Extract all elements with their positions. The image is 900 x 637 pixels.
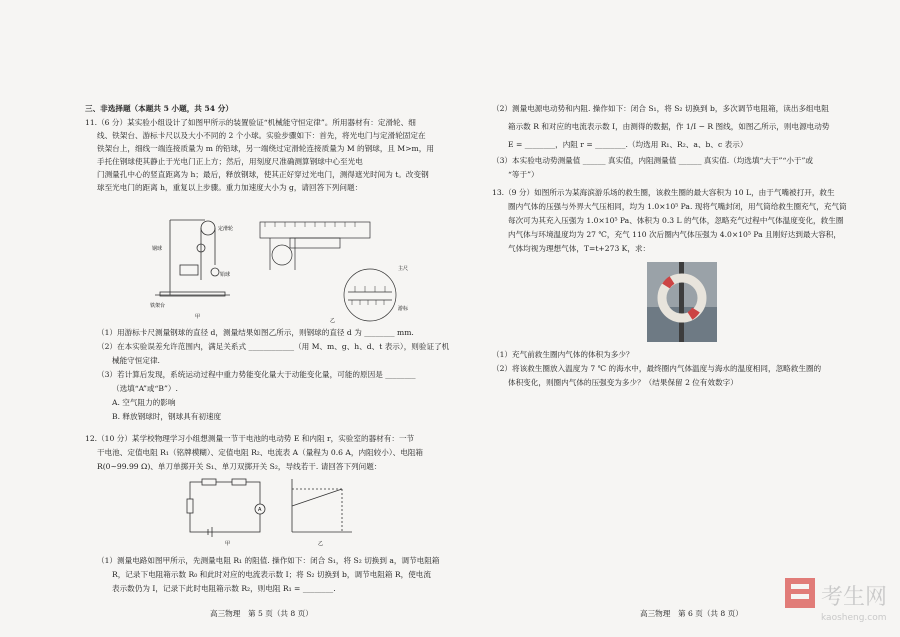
q11-caliper-figure <box>250 210 415 325</box>
q11-sub: （选填“A”或“B”）. <box>112 384 178 393</box>
q12-sub: （1）测量电路如图甲所示，先测量电阻 R₁ 的阻值. 操作如下：闭合 S₁，将 S₂ 切换到 a，调节电阻箱 <box>97 556 440 565</box>
q12-cont: （3）本实验电动势测量值 ______ 真实值，内阻测量值 ______ 真实值.（均选填“大于”“小于”或 <box>492 156 813 165</box>
q11-sub: （1）用游标卡尺测量钢球的直径 d，测量结果如图乙所示，则钢球的直径 d 为 ________ mm. <box>97 328 414 337</box>
q13-line: 内气体与环境温度均为 27 ℃，充气 110 次后圈内气体压强为 4.0×10⁵ Pa 且刚好达到最大容积， <box>508 230 841 239</box>
q12-line: R(0~99.99 Ω)、单刀单掷开关 S₁、单刀双掷开关 S₂，导线若干. 请回答下列问题： <box>97 462 382 471</box>
label-pulley: 定滑轮 <box>218 226 234 232</box>
q12-cont: 箱示数 R 和对应的电流表示数 I，由测得的数据，作 1/I − R 图线，如图乙所示，则电源电动势 <box>508 122 830 131</box>
caption-jia: 甲 <box>225 541 231 546</box>
logo-name: 考生网 <box>821 585 888 610</box>
q11-line: 铁架台上，细线一端连接质量为 m 的铅球，另一端绕过定滑轮连接质量为 M 的钢球，且 M>m，用 <box>97 144 434 153</box>
ammeter-symbol: A <box>258 507 262 513</box>
q11-line: 线、铁架台、游标卡尺以及大小不同的 2 个小球。实验步骤如下：首先，将光电门与定滑轮固定在 <box>97 131 426 140</box>
q12-sub: 表示数仍为 I，记录下此时电阻箱示数 R₂，则电阻 R₁ = ________. <box>112 584 336 593</box>
q13-line: 气体均视为理想气体，T=t+273 K，求： <box>508 244 651 253</box>
caption-yi: 乙 <box>330 318 336 324</box>
label-stand: 铁架台 <box>150 303 166 309</box>
q11-line: 手托住钢球使其静止于光电门正上方；然后，用刻度尺准确测算钢球中心至光电 <box>97 157 363 166</box>
logo-url: kaosheng.com <box>821 613 887 623</box>
q12-circuit-figure <box>180 474 280 546</box>
q13-line: 13.（9 分）如图所示为某海滨游乐场的救生圈，该救生圈的最大容积为 10 L，由于气嘴被打开，救生 <box>492 188 835 197</box>
q12-sub: R，记录下电阻箱示数 R₀ 和此时对应的电流表示数 I；将 S₂ 切换到 b，调节电阻箱 R，使电流 <box>112 570 431 579</box>
q11-option-a: A. 空气阻力的影响 <box>112 398 176 407</box>
q11-option-b: B. 释放钢球时，钢球具有初速度 <box>112 412 222 421</box>
q12-graph-figure <box>282 474 362 546</box>
q13-sub: 体积变化，则圈内气体的压强变为多少？（结果保留 2 位有效数字） <box>508 378 738 387</box>
label-lead-ball: 铅球 <box>220 272 231 278</box>
caption-yi: 乙 <box>318 541 324 546</box>
q11-sub: （3）若计算后发现，系统运动过程中重力势能变化量大于动能变化量，可能的原因是 ________ <box>97 370 416 379</box>
q13-sub: （2）将该救生圈放入温度为 7 ℃ 的海水中，最终圈内气体温度与海水的温度相同，忽略救生圈的 <box>492 364 822 373</box>
q11-apparatus-figure <box>150 210 250 320</box>
section-title: 三、非选择题（本题共 5 小题，共 54 分） <box>85 104 233 113</box>
q11-sub: 械能守恒定律. <box>112 356 160 365</box>
q13-line: 圈内气体的压强与外界大气压相同，均为 1.0×10⁵ Pa. 现将气嘴封闭，用气筒给救生圈充气，充气筒 <box>508 202 847 211</box>
kaosheng-logo <box>783 572 893 628</box>
q11-line: 球至光电门的距离 h，重复以上步骤。重力加速度大小为 g，请回答下列问题： <box>97 183 363 192</box>
label-vernier: 游标 <box>398 306 409 312</box>
label-steel-ball: 钢球 <box>152 246 163 252</box>
q11-line: 门测量孔中心的竖直距离为 h；最后，释放钢球，使其正好穿过光电门，测得遮光时间为 t。改变钢 <box>97 170 429 179</box>
q13-line: 每次可为其充入压强为 1.0×10⁵ Pa、体积为 0.3 L 的气体，忽略充气过程中气体温度变化，救生圈 <box>508 216 844 225</box>
q12-line: 干电池、定值电阻 R₁（铭牌模糊）、定值电阻 R₂、电流表 A（量程为 0.6 A，内阻较小）、电阻箱 <box>97 448 424 457</box>
q11-sub: （2）在本实验误差允许范围内，满足关系式 ____________（用 M、m、g、h、d、t 表示），则验证了机 <box>97 342 450 351</box>
q12-line: 12.（10 分）某学校物理学习小组想测量一节干电池的电动势 E 和内阻 r，实验室的器材有：一节 <box>85 434 415 443</box>
lifebuoy-photo <box>647 262 717 342</box>
right-column <box>450 0 880 637</box>
q11-line: 11.（6 分）某实验小组设计了如图甲所示的装置验证“机械能守恒定律”。所用器材有：定滑轮、细 <box>85 118 416 127</box>
q12-cont: （2）测量电源电动势和内阻. 操作如下：闭合 S₁，将 S₂ 切换到 b，多次调节电阻箱，读出多组电阻 <box>492 104 829 113</box>
q12-cont: “等于”） <box>508 170 539 179</box>
footer-left: 高三物理 第 5 页（共 8 页） <box>210 609 313 618</box>
q12-cont: E = ________，内阻 r = ________.（均选用 R₁、R₂、a、b、c 表示） <box>508 140 748 149</box>
label-main-scale: 主尺 <box>398 266 409 272</box>
caption-jia: 甲 <box>195 314 201 320</box>
q13-sub: （1）充气前救生圈内气体的体积为多少？ <box>492 350 634 359</box>
footer-right: 高三物理 第 6 页（共 8 页） <box>640 609 743 618</box>
